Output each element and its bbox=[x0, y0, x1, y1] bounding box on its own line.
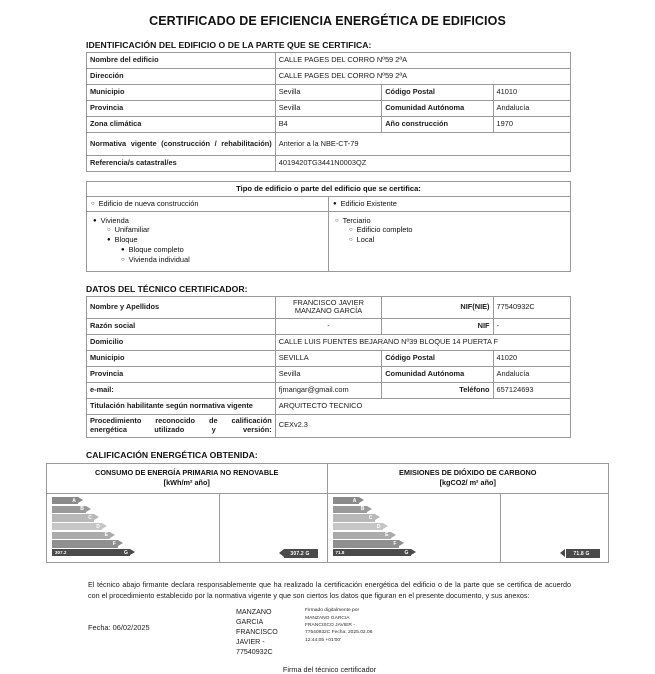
option-vivienda[interactable]: ● Vivienda bbox=[93, 216, 322, 226]
option-edificio-existente-label: ● Edificio Existente bbox=[333, 199, 566, 209]
rating-bar-c bbox=[333, 514, 375, 521]
tipo-right-options bbox=[329, 211, 571, 271]
chart-consumo-body bbox=[47, 494, 327, 562]
rating-bar-a bbox=[52, 497, 78, 504]
chart-consumo-title: CONSUMO DE ENERGÍA PRIMARIA NO RENOVABLE bbox=[95, 467, 279, 477]
chart-emisiones-co2 bbox=[328, 464, 609, 562]
rating-letter-c: C bbox=[368, 514, 373, 521]
rating-arrow-e bbox=[110, 532, 115, 538]
table-row bbox=[87, 196, 571, 211]
rating-letter-f: F bbox=[393, 540, 397, 547]
cell-tecnico-nombre-label: Nombre y Apellidos bbox=[87, 296, 276, 318]
table-row bbox=[87, 101, 571, 117]
cell-telefono-value: 657124693 bbox=[493, 382, 570, 398]
table-row bbox=[87, 350, 571, 366]
cell-nif-label: NIF bbox=[382, 318, 493, 334]
rating-arrow-g bbox=[130, 549, 135, 555]
rating-bar-a bbox=[333, 497, 359, 504]
signature-meta: Firmado digitalmente por MANZANO GARCIA FRANCISCO JAVIER - 77540932C Fecha: 2025.02.06 12:44:05 +01'00' bbox=[305, 608, 373, 643]
cell-tecnico-ccaa-value: Andalucía bbox=[493, 366, 570, 382]
rating-bar-e bbox=[333, 532, 391, 539]
option-bloque-completo[interactable]: ● Bloque completo bbox=[93, 245, 322, 255]
section-heading-tecnico: DATOS DEL TÉCNICO CERTIFICADOR: bbox=[86, 283, 248, 294]
result-badge-consumo: 307.2 G bbox=[284, 549, 318, 557]
firma-caption: Firma del técnico certificador bbox=[282, 665, 377, 674]
rating-letter-d: D bbox=[376, 523, 381, 530]
cell-cp-value: 41010 bbox=[493, 85, 570, 101]
rating-letter-e: E bbox=[104, 532, 108, 539]
cell-provincia-value: Sevilla bbox=[275, 101, 381, 117]
option-bloque[interactable]: ● Bloque bbox=[93, 235, 322, 245]
result-badge-emisiones: 71.8 G bbox=[566, 549, 600, 557]
rating-letter-b: B bbox=[360, 506, 365, 513]
table-row bbox=[87, 318, 571, 334]
rating-arrow-f bbox=[399, 540, 404, 546]
rating-bar-g-value: 71.8 bbox=[335, 550, 345, 556]
cell-procedimiento-value: CEXv2.3 bbox=[275, 414, 570, 437]
option-nueva-construccion-label: ○ Edificio de nueva construcción bbox=[91, 199, 324, 209]
cell-zona-label: Zona climática bbox=[87, 117, 276, 133]
chart-consumo-header bbox=[47, 464, 327, 494]
cell-telefono-label: Teléfono bbox=[382, 382, 493, 398]
tipo-edificio-table bbox=[86, 181, 571, 272]
rating-bar-c bbox=[52, 514, 94, 521]
cell-procedimiento-label: Procedimiento reconocido de calificación energética utilizado y versión: bbox=[87, 414, 276, 437]
cell-provincia-label: Provincia bbox=[87, 101, 276, 117]
rating-bar-b bbox=[333, 506, 367, 513]
cell-titulacion-label: Titulación habilitante según normativa vigente bbox=[87, 398, 276, 414]
option-terciario[interactable]: ○ Terciario bbox=[335, 216, 564, 226]
cell-municipio-value: Sevilla bbox=[275, 85, 381, 101]
rating-bar-d bbox=[52, 523, 102, 530]
cell-zona-value: B4 bbox=[275, 117, 381, 133]
rating-letter-a: A bbox=[352, 497, 357, 504]
certificate-page bbox=[0, 14, 655, 674]
cell-direccion-value: CALLE PAGES DEL CORRO Nº59 2ªA bbox=[275, 69, 570, 85]
signature-row bbox=[88, 607, 571, 674]
table-row bbox=[87, 382, 571, 398]
table-row bbox=[87, 296, 571, 318]
rating-bar-g-value: 307.2 bbox=[55, 550, 67, 556]
rating-arrow-a bbox=[78, 497, 83, 503]
rating-bar-g bbox=[52, 549, 130, 556]
rating-arrow-b bbox=[367, 506, 372, 512]
cell-nombre-value: CALLE PAGES DEL CORRO Nº59 2ªA bbox=[275, 53, 570, 69]
cell-referencia-label: Referencia/s catastral/es bbox=[87, 156, 276, 172]
cell-domicilio-value: CALLE LUIS FUENTES BEJARANO Nº39 BLOQUE 14 PUERTA F bbox=[275, 334, 570, 350]
rating-letter-g: G bbox=[124, 549, 128, 556]
cell-tecnico-cp-label: Código Postal bbox=[382, 350, 493, 366]
cell-ccaa-value: Andalucía bbox=[493, 101, 570, 117]
table-row bbox=[87, 398, 571, 414]
cell-tecnico-provincia-value: Sevilla bbox=[275, 366, 381, 382]
rating-letter-e: E bbox=[385, 532, 389, 539]
option-edificio-existente[interactable] bbox=[329, 196, 571, 211]
cell-normativa-value: Anterior a la NBE-CT-79 bbox=[275, 133, 570, 156]
cell-domicilio-label: Domicilio bbox=[87, 334, 276, 350]
rating-letter-c: C bbox=[88, 514, 92, 521]
cell-municipio-label: Municipio bbox=[87, 85, 276, 101]
rating-bar-g bbox=[333, 549, 411, 556]
energy-rating-charts bbox=[46, 463, 609, 563]
option-vivienda-individual[interactable]: ○ Vivienda individual bbox=[93, 255, 322, 265]
cell-ccaa-label: Comunidad Autónoma bbox=[382, 101, 493, 117]
fecha-label: Fecha: 06/02/2025 bbox=[88, 623, 150, 633]
chart-emisiones-title: EMISIONES DE DIÓXIDO DE CARBONO bbox=[399, 467, 537, 477]
cell-tecnico-municipio-value: SEVILLA bbox=[275, 350, 381, 366]
cell-normativa-label: Normativa vigente (construcción / rehabilitación) bbox=[87, 133, 276, 156]
rating-bar-f bbox=[333, 540, 399, 547]
cell-tecnico-nombre-value: FRANCISCO JAVIER MANZANO GARCÍA bbox=[275, 296, 381, 318]
page-title: CERTIFICADO DE EFICIENCIA ENERGÉTICA DE EDIFICIOS bbox=[149, 14, 506, 28]
chart-emisiones-header bbox=[328, 464, 609, 494]
identificacion-table bbox=[86, 52, 571, 172]
chart-consumo-scale bbox=[47, 494, 220, 562]
table-row bbox=[87, 366, 571, 382]
rating-bar-e bbox=[52, 532, 110, 539]
digital-signature-block bbox=[236, 607, 379, 657]
chart-consumo-energia bbox=[47, 464, 328, 562]
chart-consumo-unit: [kWh/m² año] bbox=[163, 478, 210, 488]
cell-direccion-label: Dirección bbox=[87, 69, 276, 85]
table-row bbox=[87, 156, 571, 172]
tecnico-table bbox=[86, 296, 571, 438]
chart-emisiones-scale bbox=[328, 494, 502, 562]
rating-arrow-e bbox=[391, 532, 396, 538]
option-unifamiliar[interactable]: ○ Unifamiliar bbox=[93, 225, 322, 235]
calificacion-block bbox=[0, 450, 655, 563]
cell-email-value: fjmangar@gmail.com bbox=[275, 382, 381, 398]
tipo-left-options bbox=[87, 211, 329, 271]
cell-nif-nie-label: NIF(NIE) bbox=[382, 296, 493, 318]
table-row bbox=[87, 334, 571, 350]
content-wrap bbox=[86, 40, 571, 438]
option-edificio-completo[interactable]: ○ Edificio completo bbox=[335, 225, 564, 235]
chart-emisiones-result bbox=[501, 494, 608, 562]
chart-emisiones-body bbox=[328, 494, 609, 562]
rating-arrow-d bbox=[102, 523, 107, 529]
cell-referencia-value: 4019420TG3441N0003QZ bbox=[275, 156, 570, 172]
table-row bbox=[87, 69, 571, 85]
table-row bbox=[87, 414, 571, 437]
rating-arrow-c bbox=[375, 514, 380, 520]
cell-anio-value: 1970 bbox=[493, 117, 570, 133]
cell-razon-value: - bbox=[275, 318, 381, 334]
cell-nif-nie-value: 77540932C bbox=[493, 296, 570, 318]
rating-arrow-c bbox=[94, 514, 99, 520]
table-row bbox=[87, 182, 571, 197]
cell-email-label: e-mail: bbox=[87, 382, 276, 398]
chart-emisiones-unit: [kgCO2/ m² año] bbox=[439, 478, 496, 488]
rating-arrow-g bbox=[411, 549, 416, 555]
section-heading-calificacion: CALIFICACIÓN ENERGÉTICA OBTENIDA: bbox=[86, 449, 258, 460]
section-heading-identificacion: IDENTIFICACIÓN DEL EDIFICIO O DE LA PARTE QUE SE CERTIFICA: bbox=[86, 40, 372, 50]
rating-letter-g: G bbox=[404, 549, 409, 556]
option-local[interactable]: ○ Local bbox=[335, 235, 564, 245]
cell-razon-label: Razón social bbox=[87, 318, 276, 334]
table-row bbox=[87, 53, 571, 69]
rating-bar-d bbox=[333, 523, 383, 530]
cell-tecnico-ccaa-label: Comunidad Autónoma bbox=[382, 366, 493, 382]
rating-arrow-f bbox=[118, 540, 123, 546]
cell-nombre-label: Nombre del edificio bbox=[87, 53, 276, 69]
table-row bbox=[87, 133, 571, 156]
rating-arrow-d bbox=[383, 523, 388, 529]
rating-letter-a: A bbox=[72, 497, 76, 504]
rating-arrow-a bbox=[359, 497, 364, 503]
rating-letter-b: B bbox=[80, 506, 84, 513]
cell-nif-value: - bbox=[493, 318, 570, 334]
tipo-edificio-block bbox=[86, 181, 571, 272]
rating-bar-f bbox=[52, 540, 118, 547]
table-row bbox=[87, 211, 571, 271]
cell-anio-label: Año construcción bbox=[382, 117, 493, 133]
cell-cp-label: Código Postal bbox=[382, 85, 493, 101]
table-row bbox=[87, 85, 571, 101]
declaration-text: El técnico abajo firmante declara responsablemente que ha realizado la certificación energética del edificio o de la parte que se certifica de acuerdo con el procedimiento establecido por la normativa vigente y que son ciertos los datos que figuran en el presente documento, y sus anexos: bbox=[88, 579, 571, 600]
rating-bar-b bbox=[52, 506, 86, 513]
option-nueva-construccion[interactable] bbox=[87, 196, 329, 211]
chart-consumo-result bbox=[220, 494, 326, 562]
cell-tecnico-municipio-label: Municipio bbox=[87, 350, 276, 366]
cell-titulacion-value: ARQUITECTO TECNICO bbox=[275, 398, 570, 414]
cell-tecnico-cp-value: 41020 bbox=[493, 350, 570, 366]
cell-tecnico-provincia-label: Provincia bbox=[87, 366, 276, 382]
table-row bbox=[87, 117, 571, 133]
rating-arrow-b bbox=[86, 506, 91, 512]
rating-letter-d: D bbox=[96, 523, 100, 530]
rating-letter-f: F bbox=[112, 540, 116, 547]
tipo-title: Tipo de edificio o parte del edificio que se certifica: bbox=[87, 182, 571, 197]
signature-name: MANZANO GARCIA FRANCISCO JAVIER - 77540932C bbox=[236, 608, 278, 657]
